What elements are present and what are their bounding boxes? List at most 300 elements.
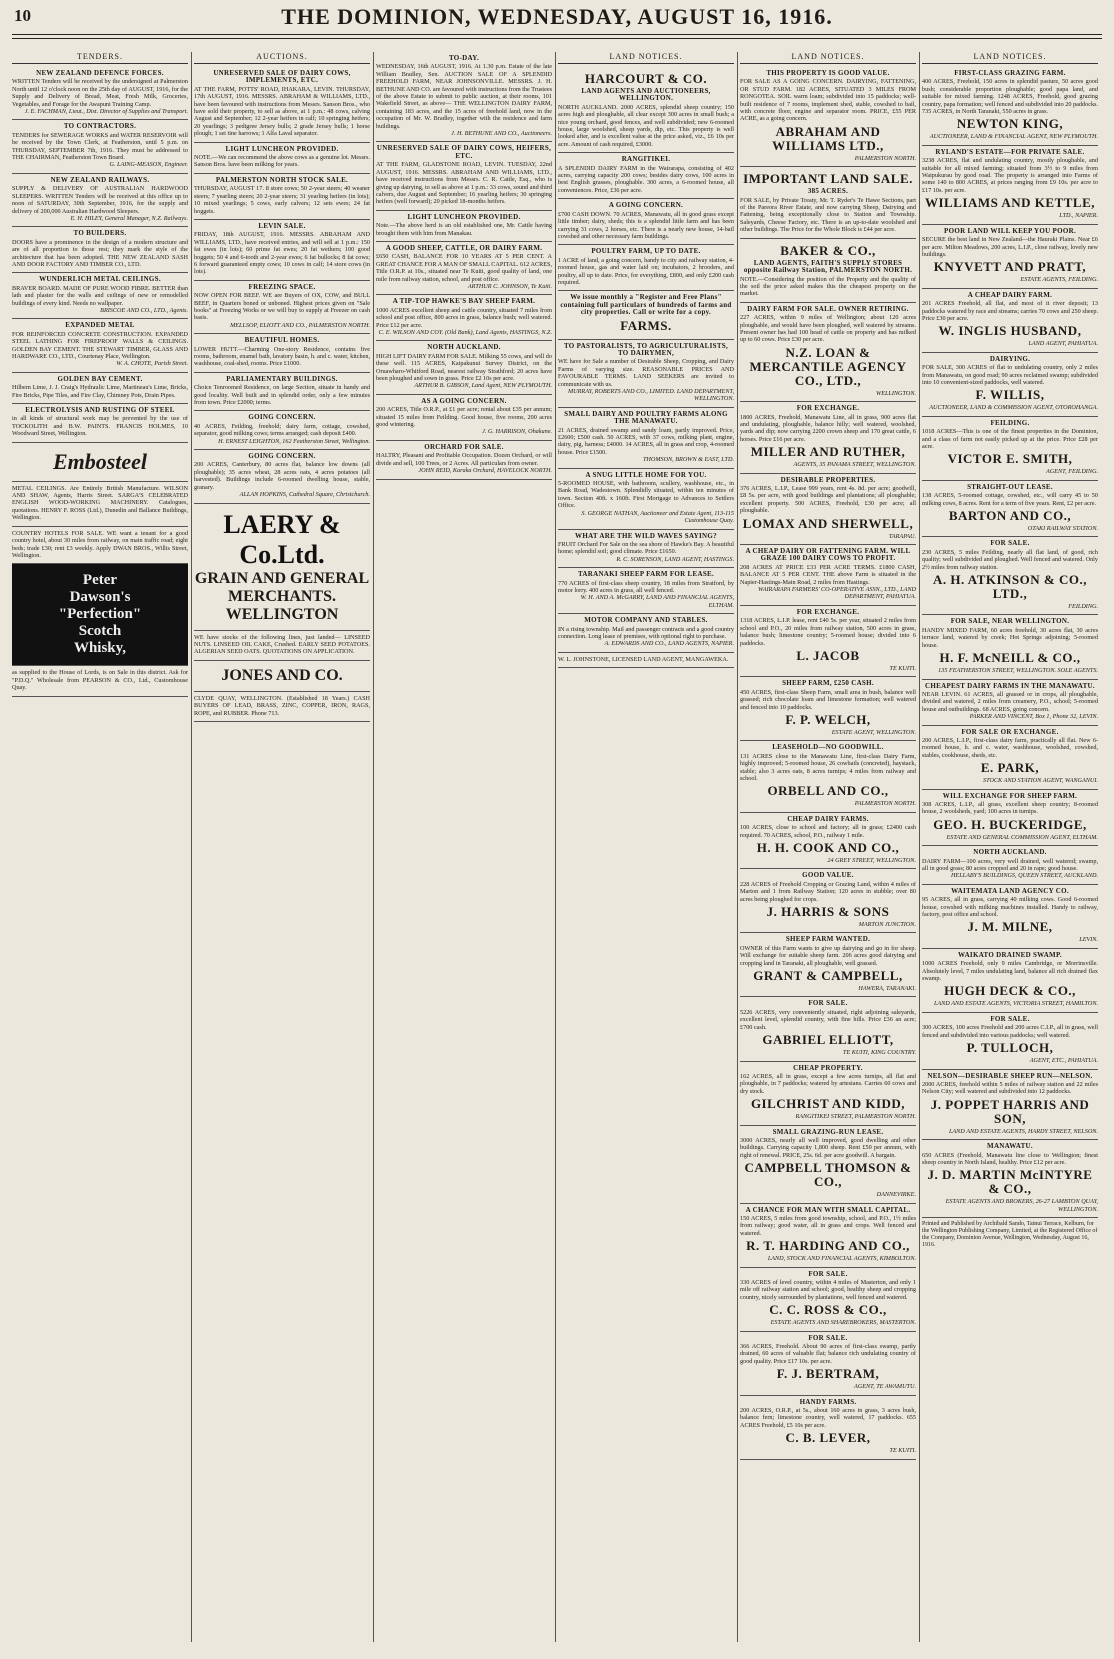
ad-body: AT THE FARM, GLADSTONE ROAD, LEVIN. TUESDAY, 22nd AUGUST, 1916. MESSRS. ABRAHAM AND WILLIAMS, LTD., have received instructions from Messrs. C. R. Cattle, Esq., who is giving up dairying, to sell as above at 1 p.m.: 33 cows, sound and third calvers, due August and September; 16 yearling heifers; 30 springing heifers (well forward); 20 picked 18-months heifers. (376, 161, 552, 206)
ad-signature: A. EDWARDS AND CO., LAND AGENTS, NAPIER. (604, 640, 734, 648)
ad-body: FOR SALE AS A GOING CONCERN. DAIRYING, FATTENING, OR STUD FARM. 182 ACRES, SITUATED 3 MILES FROM RONGOTEA. SOIL warm loam; subdivided into 15 paddocks; well-built residence of 7 rooms, implement shed, stable, cowshed to bail, with concrete floor, engine and separator room. PRICE, £55 PER ACRE, as a going concern. (740, 78, 916, 123)
advertisement (194, 334, 370, 373)
ad-heading: A CHEAP DAIRY FARM. (967, 290, 1053, 299)
ad-advertiser: F. WILLIS, (975, 387, 1045, 403)
ad-body: FRUIT Orchard For Sale on the sea shore of Hawke's Bay. A beautiful home; splendid soil; good climate. Price £1650. (558, 540, 734, 556)
ad-heading: FOR EXCHANGE. (796, 607, 860, 616)
ad-body: BRAVER BOARD. MADE OF PURE WOOD FIBRE. BETTER than lath and plaster for the walls and ceilings of new or remodelled buildings of every kind. Needs no wallpaper. (12, 284, 188, 307)
ad-body: IN a rising township. Mail and passenger contracts and a good country connection. Long lease of premises, with optional right to purchase. (558, 625, 734, 640)
column-divider (555, 52, 556, 1642)
ad-heading: A CHEAP DAIRY OR FATTENING FARM. WILL GRAZE 100 DAIRY COWS TO PROFIT. (745, 547, 911, 563)
ad-signature: DANNEVIRKE. (876, 1191, 916, 1199)
ad-body: 131 ACRES close to the Manawatu Line, first-class Dairy Farm, highly improved; 5-roomed house, 26 cowbails (concreted), haystack, stable; also 3 acres oats, 8 acres turnips; 4 miles from railway and school. (740, 752, 916, 782)
ad-heading: UNRESERVED SALE OF DAIRY COWS, HEIFERS, ETC. (376, 144, 552, 160)
ad-signature: J. H. BETHUNE AND CO., Auctioneers. (451, 130, 552, 138)
ad-advertiser: GABRIEL ELLIOTT, (762, 1032, 894, 1048)
ad-signature: HELLABY'S BUILDINGS, QUEEN STREET, AUCKLAND. (950, 872, 1098, 880)
ad-heading: LIGHT LUNCHEON PROVIDED. (225, 144, 339, 153)
ad-body: HALTRY, Pleasant and Profitable Occupation. Dozen Orchard, or will divide and sell, 100 Trees, or 2 Acres. All particulars from owner. (376, 452, 552, 467)
advertisement (558, 568, 734, 614)
ad-body: 330 ACRES of level country, within 4 miles of Masterton, and only 1 mile off railway station and school; good, healthy sheep and cropping country, nicely surrounded by plantations, well fenced and watered. (740, 1279, 916, 1301)
ad-body: 200 ACRES, O.R.P., at 5s., about 160 acres in grass, 3 acres bush, balance fern; limestone country, well watered, 17 paddocks. 655 ACRES Freehold, £5 10s per acre. (740, 1407, 916, 1429)
ad-advertiser: BARTON AND CO., (948, 508, 1072, 524)
ad-heading: A GOING CONCERN. (608, 201, 684, 210)
whisky-ad-line: "Perfection" (58, 606, 142, 623)
ad-body: 1 ACRE of land, a going concern, handy to city and railway station, 4-roomed house, gas and water laid on; incubators, 2 brooders, and poultry, all up to date. Price, for everything, £800, and only £200 cash required. (558, 256, 734, 286)
column-divider (373, 52, 374, 1642)
ad-signature: FEILDING. (1068, 603, 1098, 611)
ad-body: 3238 ACRES, flat and undulating country, mostly ploughable, and suitable for all mixed farming; situated from 3½ to 9 miles from Waipukurau by good road. The property is arranged into Farms of some 140 to 800 ACRES, at prices ranging from £9 10s. per acre to £17 10s. per acre. (922, 157, 1098, 194)
ad-signature: MARTON JUNCTION. (858, 921, 916, 929)
ad-heading: A SNUG LITTLE HOME FOR YOU. (585, 470, 707, 479)
ad-heading: MANAWATU. (987, 1142, 1033, 1151)
ad-signature: J. G. HARRISON, Ohakune. (482, 428, 552, 436)
ad-heading: NORTH AUCKLAND. (973, 848, 1047, 857)
ad-body: 150 ACRES, 5 miles from good township, school, and P.O., 1½ miles from railway; good water, all in grass and crops. Well fenced and watered. (740, 1214, 916, 1237)
jones-ad (194, 661, 370, 692)
ad-signature: ARTHUR B. GIBSON, Land Agent, NEW PLYMOUTH. (414, 382, 552, 390)
ad-advertiser: J. M. MILNE, (967, 919, 1053, 935)
ad-signature: AUCTIONEER, LAND & COMMISSION AGENT, OTOROHANGA. (929, 404, 1098, 412)
advertisement (740, 997, 916, 1061)
ad-body: FRIDAY, 18th AUGUST, 1916. MESSRS. ABRAHAM AND WILLIAMS, LTD., have received entries, and will sell at 1 p.m.: 150 fat ewes (in lots); 60 prime fat ewes; 20 fat wethers; 100 good hoggets; 50 4 and 6-tooth and 2-year ewes; 6 fat bullocks; 8 fat cows; 6 forward guaranteed empty cows; 10 cows in calf; 14 store cows (in lots). (194, 231, 370, 276)
ad-body: FOR REINFORCED CONCRETE CONSTRUCTION. EXPANDED STEEL LATHING FOR FIREPROOF WALLS & CEILINGS. GOLDEN BAY CEMENT. THE STEWART TIMBER, GLASS AND HARDWARE CO., LTD., Courtenay Place, Wellington. (12, 330, 188, 360)
ad-body: £650 CASH, BALANCE FOR 10 YEARS AT 5 PER CENT. A GREAT CHANCE FOR A MAN OF SMALL CAPITAL. 612 ACRES, Title O.R.P. at 10s., situated near Te Kuiti, good quality of land, one mile from railway station, school, and post office. (376, 253, 552, 283)
advertisement (922, 289, 1098, 353)
advertisement (922, 1070, 1098, 1141)
ad-heading: SHEEP FARM WANTED. (785, 935, 871, 944)
advertisement (194, 281, 370, 334)
ad-body: TENDERS for SEWERAGE WORKS and WATER RESERVOIR will be received by the Town Clerk, at Featherston, until 5 p.m. on THURSDAY, SEPTEMBER 7th, 1916. They must be addressed to THE CHAIRMAN, Featherston Town Board. (12, 131, 188, 162)
laery-subtitle: GRAIN AND GENERAL MERCHANTS. WELLINGTON (194, 569, 370, 623)
ad-signature: AGENT, TE AWAMUTU. (853, 1383, 916, 1391)
advertisement (922, 225, 1098, 289)
ad-advertiser: MILLER AND RUTHER, (750, 444, 906, 460)
ad-body: DOORS have a prominence in the design of a modern structure and are of all proportion to those rest; they mark the style of the architecture that has been adopted. THE NEW ZEALAND SASH AND DOOR FACTORY AND TIMBER CO., LTD. (12, 238, 188, 268)
embosteel-wordmark: Embosteel (52, 448, 148, 474)
advertisement (740, 677, 916, 741)
ad-heading: UNRESERVED SALE OF DAIRY COWS, IMPLEMENTS, ETC. (213, 69, 351, 85)
ad-display-heading: IMPORTANT LAND SALE. (743, 171, 913, 187)
advertisement (740, 741, 916, 812)
ad-heading: FEILDING. (990, 418, 1030, 427)
ad-body: NORTH AUCKLAND. 2000 ACRES, splendid sheep country; 150 acres high and ploughable, all clear except 300 acres in small bush; a nice young orchard, good fences, and well subdivided; new 6-roomed house, large woolshed, sheep yards, dip, etc. This property is well looked after, and is excellent value at the price asked, viz., £6 10s per acre. Amount of cash required, £3000. (558, 103, 734, 148)
column-4 (558, 52, 734, 1642)
whisky-ad-details: as supplied to the House of Lords, is on Sale in this district. Ask for "P.D.Q." Wholesale from PEARSON & CO., Ltd., Customhouse Quay. (12, 666, 188, 696)
ad-heading: TO-DAY. (448, 54, 480, 62)
advertisement (558, 67, 734, 153)
ad-signature: MURRAY, ROBERTS AND CO., LIMITED. LAND DEPARTMENT, WELLINGTON. (568, 388, 734, 403)
whisky-ad-line: Whisky, (73, 640, 127, 657)
ad-advertiser: NEWTON KING, (956, 116, 1064, 132)
ad-signature: WELLINGTON. (876, 389, 916, 397)
advertisement (922, 726, 1098, 790)
advertisement (12, 404, 188, 443)
advertisement (194, 174, 370, 220)
ad-signature: ESTATE AND GENERAL COMMISSION AGENT, ELTHAM. (946, 833, 1098, 841)
ad-advertiser: F. J. BERTRAM, (776, 1366, 880, 1382)
advertisement (922, 353, 1098, 417)
advertisement (558, 408, 734, 469)
ad-body: HIGH LIFT DAIRY FARM FOR SALE. Milking 55 cows, and will do these well. 115 ACRES, Kaipakunui Survey District, on the Oruawharo-Whitford Road, nearest railway Strathford; 20 acres have been ploughed and sown in grass. Price £2 10s per acre. (376, 352, 552, 383)
ad-advertiser: C. B. LEVER, (785, 1430, 871, 1446)
advertisement (376, 341, 552, 394)
advertisement (740, 1062, 916, 1126)
advertisement (558, 340, 734, 408)
ad-body: AT THE FARM, POTTS' ROAD, IHAKARA, LEVIN. THURSDAY, 17th AUGUST, 1916. MESSRS. ABRAHAM & WILLIAMS, LTD., have been favoured with instructions from Messrs. Sanson Bros., who have sold their property, to sell as above, at 1 p.m.: 48 cows, calving August and September; 12 2-year heifers in calf; 10 springing heifers; 20 yearlings; 3 pedigree Jersey bulls; 2 grade Jersey bulls; 1 horse plough; 1 set tine harrows; 1 Alfa Laval separator. (194, 85, 370, 138)
advertisement (740, 239, 916, 303)
ad-signature: PARKER AND VINCENT, Box 1, Phone 32, LEVIN. (969, 713, 1098, 721)
column-2 (194, 52, 370, 1642)
ad-signature: LAND AND ESTATE AGENTS, VICTORIA STREET, HAMILTON. (933, 1000, 1098, 1008)
ad-body: Note.—The above herd is an old established one, Mr. Cattle having brought them with him from Manakau. (376, 222, 552, 237)
jones-ad-body: CLYDE QUAY, WELLINGTON. (Established 18 Years.) CASH BUYERS OF LEAD, BRASS, ZINC, COPPER, IRON, RAGS, ROPE, and RUBBER. Phone 713. (194, 692, 370, 722)
ad-signature: H. ERNEST LEIGHTON, 162 Featherston Street, Wellington. (218, 437, 370, 445)
ad-heading: A TIP-TOP HAWKE'S BAY SHEEP FARM. (392, 297, 536, 306)
ad-signature: 24 GREY STREET, WELLINGTON. (827, 857, 916, 864)
advertisement (922, 680, 1098, 726)
ad-heading: FOR SALE. (808, 1333, 848, 1342)
advertisement (558, 199, 734, 245)
advertisement (740, 1204, 916, 1268)
ad-heading: NELSON—DESIRABLE SHEEP RUN—NELSON. (927, 1071, 1093, 1080)
ad-advertiser: J. POPPET HARRIS AND SON, (930, 1096, 1090, 1126)
advertisement (922, 481, 1098, 538)
ad-advertiser: E. PARK, (980, 760, 1040, 776)
advertisement (376, 395, 552, 441)
column-divider (919, 52, 920, 1642)
ad-signature: AGENTS, 35 PANAMA STREET, WELLINGTON. (793, 461, 916, 469)
advertisement (740, 1332, 916, 1396)
ad-heading: GOING CONCERN. (248, 452, 316, 461)
advertisement (376, 142, 552, 210)
ad-signature: LAND, STOCK AND FINANCIAL AGENTS, KIMBOLTON. (767, 1255, 916, 1263)
ad-heading: LIGHT LUNCHEON PROVIDED. (407, 212, 521, 221)
ad-signature: THOMSON, BROWN & EAST, LTD. (642, 456, 734, 464)
column-heading: TENDERS. (12, 52, 188, 64)
ad-heading: FOR SALE, NEAR WELLINGTON. (950, 617, 1070, 626)
ad-body: SUPPLY & DELIVERY OF AUSTRALIAN HARDWOOD SLEEPERS. WRITTEN Tenders will be received at this office up to noon of SATURDAY, 30th September, 1916, for the supply and delivery of 200,000 Australian Hardwood Sleepers. (12, 185, 188, 215)
ad-body: 40 ACRES, Feilding, freehold; dairy farm, cottage, cowshed, separator, good milking cows; terms arranged; cash deposit £400. (194, 422, 370, 438)
whisky-ad-line: Scotch (78, 623, 122, 640)
advertisement (558, 614, 734, 653)
ad-signature: E. H. HILEY, General Manager, N.Z. Railways. (70, 214, 188, 222)
advertisement (740, 545, 916, 606)
ad-advertiser: GILCHRIST AND KIDD, (750, 1096, 906, 1112)
ad-body: 308 ACRES, L.I.P., all grass, excellent sheep country; 8-roomed house, 2 woolsheds, yard; 100 acres in turnips. (922, 800, 1098, 816)
ad-advertiser: GRANT & CAMPBELL, (753, 968, 903, 984)
advertisement (558, 291, 734, 339)
ad-advertiser: W. INGLIS HUSBAND, (938, 323, 1082, 339)
ad-body: 2000 ACRES, freehold within 5 miles of railway station and 22 miles Nelson City; well watered and subdivided into 12 paddocks. (922, 1080, 1098, 1096)
ad-body: 100 ACRES, close to school and factory; all in grass; £2400 cash required. 70 ACRES, school, P.O., railway 1 mile. (740, 824, 916, 839)
advertisement (922, 1013, 1098, 1070)
advertisement (922, 846, 1098, 885)
ad-heading: NORTH AUCKLAND. (427, 343, 501, 352)
embosteel-ad (12, 443, 188, 482)
ad-signature: MELLSOP, ELIOTT AND CO., PALMERSTON NORTH. (230, 321, 370, 329)
ad-signature: TARAPAU. (888, 532, 916, 540)
ad-body: 230 ACRES, 5 miles Feilding, nearly all flat land, of good, rich quality; well subdivided and ploughed. Well fenced and watered. Only 2½ miles from railway station. (922, 548, 1098, 571)
ad-heading: HANDY FARMS. (799, 1397, 857, 1406)
advertisement (740, 1268, 916, 1332)
ad-body: NOTE.—Considering the position of the Property and the quality of the soil the price asked makes this the cheapest property on the market. (740, 275, 916, 298)
column-heading: AUCTIONS. (194, 52, 370, 64)
ad-heading: BEAUTIFUL HOMES. (244, 336, 320, 345)
ad-body: 3000 ACRES, nearly all well improved, good dwelling and other buildings. Carrying capacity 1,800 sheep. Rent £50 per annum, with right of renewal. PRICE, 25s. 6d. per acre goodwill. A bargain. (740, 1136, 916, 1159)
advertisement (558, 530, 734, 569)
advertisement (12, 120, 188, 173)
advertisement (740, 67, 916, 167)
ad-body: 650 ACRES (Freehold, Manawatu line close to Wellington; finest sheep country in North Island, healthy. Price £12 per acre. (922, 1151, 1098, 1166)
ad-heading: ORCHARD FOR SALE. (424, 442, 504, 451)
ad-body: A SPLENDID DAIRY FARM in the Wairarapa, consisting of 402 acres, carrying capacity 200 cows; besides dairy cows, 100 acres in best English grasses, ploughable. 300 acres, a 6-roomed house, all conveniences. Price, £36 per acre. (558, 164, 734, 194)
advertisement (740, 167, 916, 238)
ad-signature: AUCTIONEER, LAND & FINANCIAL AGENT, NEW PLYMOUTH. (929, 133, 1098, 141)
advertisement (12, 319, 188, 372)
column-1 (12, 52, 188, 1642)
ad-advertiser: C. C. ROSS & CO., (769, 1302, 887, 1318)
ad-signature: PALMERSTON NORTH. (854, 800, 916, 808)
ad-heading: RYLAND'S ESTATE—FOR PRIVATE SALE. (935, 147, 1085, 156)
ad-signature: ESTATE AGENTS, FEILDING. (1020, 276, 1098, 284)
advertisement (740, 474, 916, 545)
ad-body: 227 ACRES, within 9 miles of Wellington; about 120 acres ploughable, and would have been ploughed, well watered by streams. Present owner has had 100 head of cattle on property and has milked up to 60 cows. Price £30 per acre. (740, 314, 916, 344)
advertisement (12, 174, 188, 227)
ad-body: 5226 ACRES, very conveniently situated, right adjoining saleyards, excellent level, splendid country, with fine hills. Price £36 an acre; £700 cash. (740, 1008, 916, 1031)
column-divider (737, 52, 738, 1642)
ad-heading: WILL EXCHANGE FOR SHEEP FARM. (942, 791, 1078, 800)
advertisement (194, 67, 370, 143)
ad-heading: WUNDERLICH METAL CEILINGS. (39, 275, 161, 284)
advertisement (922, 790, 1098, 847)
ad-heading: DAIRY FARM FOR SALE. OWNER RETIRING. (747, 304, 909, 313)
metal-ceilings-ad: METAL CEILINGS. Are Entirely British Manufacture. WILSON AND SHAW, Agents, Harris Street. SARGA'S CELEBRATED ENGLISH WOOD-WORKING MACHINERY. Catalogues, quotations. HENRY F. ROSS (Ltd.), Dunedin and Ballance Buildings, Wellington. (12, 482, 188, 527)
ad-body: 450 ACRES, first-class Sheep Farm, small area in bush, balance well grassed; rich chocolate loam and limestone formation; well watered and fenced into 10 paddocks. (740, 688, 916, 711)
ad-advertiser: H. H. COOK AND CO., (756, 840, 900, 855)
ad-heading: LAND AGENTS AND AUCTIONEERS, WELLINGTON. (581, 87, 711, 103)
ad-advertiser: KNYVETT AND PRATT, (933, 259, 1087, 275)
ad-heading: NEW ZEALAND DEFENCE FORCES. (36, 69, 164, 77)
ad-signature: G. LAING-MEASON, Engineer. (109, 161, 188, 169)
ad-advertiser: J. HARRIS & SONS (766, 904, 890, 920)
ad-body: NEAR LEVIN. 61 ACRES, all grassed or in crops, all ploughable, divided and watered, 2 miles from creamery, P.O., school; 5-roomed house and outbuildings. 68 ACRES, going concern. (922, 690, 1098, 713)
ad-body: 366 ACRES, Freehold. About 90 acres of first-class swamp, partly drained, 60 acres of valuable flat; balance rich undulating country of good quality. Price £17 10s. per acre. (740, 1343, 916, 1365)
ad-heading: FOR EXCHANGE. (796, 404, 860, 413)
advertisement (558, 469, 734, 530)
ad-signature: ALLAN HOPKINS, Cathedral Square, Christchurch. (239, 491, 370, 499)
ad-body: 1018 ACRES—This is one of the finest properties in the Dominion, and a class of farm not easily picked up at the price. Price £28 per acre. (922, 428, 1098, 450)
ad-body: Choice Tenroomed Residence, on large Section, situate in handy and good locality. Well built and in splendid order, only a few minutes from town. Price £2000; terms. (194, 384, 370, 407)
ad-body: 1318 ACRES, L.I.P. lease, rent £40 5s. per year, situated 2 miles from school and P.O., 20 miles from railway station, 500 acres in grass, balance bush; limestone country; 5-roomed house; divided into 6 paddocks. (740, 617, 916, 647)
ad-signature: C. E. WILSON AND COY. (Old Bank), Land Agents, HASTINGS, N.Z. (378, 329, 552, 336)
ad-body: FOR SALE, 300 ACRES of flat to undulating country, only 2 miles from Manawatu, on good road; 90 acres reclaimed swamp; subdivided into 10 convenient-sized paddocks, well watered. (922, 364, 1098, 386)
advertisement (558, 245, 734, 291)
page-number: 10 (14, 6, 31, 25)
advertisement (12, 67, 188, 120)
ad-heading: WAITEMATA LAND AGENCY CO. (951, 886, 1069, 895)
ad-heading: GOLDEN BAY CEMENT. (57, 374, 143, 383)
page-columns (12, 52, 1102, 1652)
ad-body: WRITTEN Tenders will be received by the undersigned at Palmerston North until 12 o'clock noon on the 25th day of AUGUST, 1916, for the Supply and Delivery of Bread, Meat, Fresh Milk, Groceries, Vegetables, and Forage for the Awapuni Training Camp. (12, 78, 188, 108)
country-hotels-ad: COUNTRY HOTELS FOR SALE. WE want a tenant for a good country hotel, about 30 miles from railway, on main traffic road; eight beds; trade £30; rent £3 weekly. Apply DWAN BROS., Willis Street, Wellington. (12, 527, 188, 565)
ad-signature: ESTATE AGENTS AND SHAREBROKERS, MASTERTON. (770, 1319, 916, 1327)
ad-heading: WAIKATO DRAINED SWAMP. (958, 950, 1062, 959)
ad-heading: STRAIGHT-OUT LEASE. (967, 482, 1053, 491)
advertisement (194, 220, 370, 281)
ad-heading: MOTOR COMPANY AND STABLES. (584, 616, 708, 625)
ad-body: 200 ACRES, L.I.P., first-class dairy farm, practically all flat. New 6-roomed house, h. and c. water, washhouse, woolshed, cowshed, stables, cookhouse, sheds, etc. (922, 736, 1098, 759)
ad-advertiser: GEO. H. BUCKERIDGE, (933, 816, 1087, 832)
ad-body: 1800 ACRES, Freehold, Manawatu Line, all in grass, 900 acres flat and undulating, ploughable, balance hilly; well watered, woolshed, yards and dip; now carrying 2200 crown sheep and 170 great cattle, 6 horses. Price £16 per acre. (740, 413, 916, 443)
column-3 (376, 52, 552, 1642)
ad-advertiser: P. TULLOCH, (966, 1040, 1054, 1056)
ad-signature: W. H. AND A. McGARRY, LAND AND FINANCIAL AGENTS, ELTHAM. (580, 594, 734, 609)
ad-heading: A CHANCE FOR MAN WITH SMALL CAPITAL. (745, 1205, 911, 1214)
advertisement (740, 402, 916, 473)
ad-heading: LEVIN SALE. (258, 221, 306, 230)
ad-heading: CHEAP PROPERTY. (793, 1063, 863, 1072)
newspaper-title: THE DOMINION, WEDNESDAY, AUGUST 16, 1916. (281, 4, 833, 29)
ad-body: 200 ACRES, Title O.R.P., at £1 per acre; rental about £35 per annum; situated 15 miles from Feilding. Good house, five rooms, 200 acres good wintering. (376, 406, 552, 429)
ad-body: 228 ACRES of Freehold Cropping or Grazing Land, within 4 miles of Marton and 1 from Railway Station; 120 acres in stubble; over 80 acres being ploughed for crops. (740, 880, 916, 903)
masthead-rule (12, 34, 1102, 35)
column-6 (922, 52, 1098, 1642)
ad-heading: LAND AGENTS, FAITH'S SUPPLY STORES opposite Railway Station, PALMERSTON NORTH. (743, 258, 913, 275)
ad-heading: FIRST-CLASS GRAZING FARM. (954, 69, 1066, 77)
ad-signature: TE KUITI, KING COUNTRY. (842, 1049, 916, 1057)
ad-body: 162 ACRES, all in grass, except a few acres turnips, all flat and ploughable, in 7 paddocks; watered by artesians. Carries 60 cows and dry stock. (740, 1072, 916, 1095)
ad-body: 201 ACRES Freehold, all flat, and most of it river deposit; 13 paddocks watered by race and streams; carries 70 cows and 250 sheep. Price £30 per acre. (922, 300, 1098, 322)
ad-heading: SMALL DAIRY AND POULTRY FARMS ALONG THE MANAWATU. (564, 409, 728, 426)
ad-body: THURSDAY, AUGUST 17. 8 store cows; 50 2-year steers; 40 weaner steers; 7 yearling steers; 20 2-year steers; 31 yearling heifers (in lots); 10 mixed yearlings; 5 cows, early calvers; 12 sets ewes; 24 fat hoggets. (194, 185, 370, 215)
ad-signature: JOHN REID, Karaka Orchard, HAVELOCK NORTH. (418, 467, 552, 475)
ad-signature: OTAKI RAILWAY STATION. (1027, 525, 1098, 533)
ad-body: NOTE.—We can recommend the above cows as a genuine lot. Messrs. Sanson Bros. have been milking for years. (194, 154, 370, 169)
masthead-rule-thin (12, 38, 1102, 39)
ad-body: FOR SALE, by Private Treaty, Mr. T. Ryder's Te Hawe Sections, part of the Pareora River Estate, and now carrying Sheep, Dairying and Fattening, being exceptionally close to Station and Township. Saleyards, Cheese Factory, etc. There is an up-to-date woolshed and other buildings. The Price for the Whole Block is £44 per acre. (740, 196, 916, 234)
advertisement (376, 242, 552, 295)
ad-intro: We issue monthly a "Register and Free Plans" containing full particulars of hundreds of farms and city properties. Call or write for a copy. (560, 293, 732, 317)
column-heading: LAND NOTICES. (558, 52, 734, 64)
ad-heading: FOR SALE. (990, 539, 1030, 548)
laery-wordmark: LAERY & Co.Ltd. (223, 509, 341, 569)
advertisement (12, 373, 188, 404)
ad-heading: THIS PROPERTY IS GOOD VALUE. (766, 69, 890, 77)
ad-heading: PALMERSTON NORTH STOCK SALE. (215, 175, 349, 184)
advertisement (922, 1140, 1098, 1218)
ad-body: 138 ACRES, 5-roomed cottage, cowshed, etc., will carry 45 to 50 milking cows, 8 acres. Rent for a term of five years. Rent, £2 per acre. (922, 492, 1098, 507)
ad-body: Hilbern Lime, J. J. Craig's Hydraulic Lime, Martineau's Lime, Bricks, Fire Bricks, Pipe Tiles, and Fire Clay, Chimney Pots, Drain Pipes. (12, 384, 188, 399)
ad-signature: 135 FEATHERSTON STREET, WELLINGTON. SOLE AGENTS. (938, 667, 1098, 675)
ad-heading: FOR SALE. (990, 1014, 1030, 1023)
ad-body: SECURE the best land in New Zealand—the Hauraki Plains. Near £6 per acre. Milton Meadows, 200 acres, L.I.P., close railway, lovely new buildings. (922, 236, 1098, 258)
ad-signature: WAIRARAPA FARMERS' CO-OPERATIVE ASSN., LTD., LAND DEPARTMENT, PAHIATUA. (757, 586, 916, 601)
advertisement (376, 295, 552, 341)
ad-heading: TO PASTORALISTS, TO AGRICULTURALISTS, TO DAIRYMEN, (563, 341, 729, 357)
ad-advertiser: HUGH DECK & CO., (944, 983, 1076, 999)
ad-signature: LAND AGENT, PAHIATUA. (1028, 340, 1098, 348)
ad-signature: TE KUITI. (889, 1447, 916, 1455)
ad-heading: AS A GOING CONCERN. (421, 396, 507, 405)
ad-heading: POOR LAND WILL KEEP YOU POOR. (944, 226, 1076, 235)
advertisement (740, 813, 916, 870)
advertisement (376, 211, 552, 242)
ad-body: 21 ACRES, drained swamp and sandy loam, partly improved. Price, £2600; £500 cash. 50 ACRES, with 37 cows, milking plant, engine, dairy, pig, harness; £4000. 14 ACRES, all in grass and crop, 4-roomed house. Price £1500. (558, 426, 734, 456)
advertisement (922, 537, 1098, 615)
ad-heading: FREEZING SPACE. (248, 282, 316, 291)
ad-signature: AGENT, FEILDING. (1046, 468, 1098, 476)
ad-advertiser: CAMPBELL THOMSON & CO., (744, 1160, 912, 1190)
ad-advertiser: WILLIAMS AND KETTLE, (924, 195, 1095, 211)
advertisement (194, 373, 370, 412)
whisky-ad-line: Peter (82, 572, 118, 589)
ad-advertiser: ORBELL AND CO., (767, 783, 889, 799)
ad-signature: STOCK AND STATION AGENT, WANGANUI. (983, 777, 1098, 785)
advertisement (12, 227, 188, 273)
ad-heading: 385 ACRES. (807, 187, 849, 196)
ad-heading: CHEAP DAIRY FARMS. (787, 814, 869, 823)
ad-heading: NEW ZEALAND RAILWAYS. (50, 175, 150, 184)
ad-signature: LEVIN. (1079, 936, 1098, 944)
ad-heading: TO CONTRACTORS. (63, 122, 137, 131)
whisky-ad-line: Dawson's (69, 589, 131, 606)
johnstone-ad: W. L. JOHNSTONE, LICENSED LAND AGENT, MANGAWEKA. (558, 653, 734, 668)
ad-signature: RANGITIKEI STREET, PALMERSTON NORTH. (795, 1113, 916, 1121)
ad-advertiser: L. JACOB (796, 647, 860, 663)
ad-heading: GOOD VALUE. (802, 871, 854, 880)
advertisement (740, 303, 916, 402)
ad-heading: DESIRABLE PROPERTIES. (780, 475, 876, 484)
ad-body: 300 ACRES, 100 acres Freehold and 200 acres C.I.P., all in grass, well fenced and subdivided into various paddocks; well watered. (922, 1024, 1098, 1039)
advertisement (194, 143, 370, 174)
ad-heading: TARANAKI SHEEP FARM FOR LEASE. (577, 570, 715, 579)
ad-signature: TE KUITI. (889, 664, 916, 672)
ad-signature: HAWERA, TARANAKI. (858, 985, 916, 993)
ad-heading: TO BUILDERS. (73, 229, 127, 238)
ad-signature: J. E. FACHMAN, Lieut., Dist. Director of Supplies and Transport. (24, 108, 188, 116)
ad-body: 1000 ACRES Freehold, only 9 miles Cambridge, or Morrinsville. Absolutely level, 7 miles undulating land, balance all rich drained flax swamp. (922, 960, 1098, 983)
ad-heading: POULTRY FARM, UP TO DATE. (591, 247, 701, 256)
ad-body: in all kinds of structural work may be prevented by the use of TOCKOLITH and B.W. PAINTS. FRANCIS HOLMES, 10 Woodward Street, Wellington. (12, 415, 188, 438)
ad-advertiser: VICTOR E. SMITH, (947, 451, 1073, 467)
ad-heading: SMALL GRAZING-RUN LEASE. (772, 1127, 884, 1136)
ad-heading: GOING CONCERN. (248, 413, 316, 422)
ad-signature: ESTATE AGENTS AND BROKERS, 26-27 LAMBTON QUAY, WELLINGTON. (945, 1198, 1098, 1213)
ad-body: £700 CASH DOWN. 70 ACRES, Manawatu, all in good grass except little timber; dairy, sheds; this is a splendid little farm and has been carrying 31 cows, 2 horses, etc. There is a nearly new house, 14-bail cowshed and other necessary farm buildings. (558, 210, 734, 240)
ad-heading: A GOOD SHEEP, CATTLE, OR DAIRY FARM. (385, 243, 543, 252)
ad-signature: ARTHUR C. JOHNSON, Te Kuiti. (467, 282, 552, 290)
ad-body: 200 ACRES, Canterbury, 80 acres flat, balance low downs (all ploughable); 35 acres wheat, 28 acres oats, 4 acres potatoes (all harvested). Buildings include 6-roomed dwelling house, stable, granary. (194, 461, 370, 491)
imprint-footer: Printed and Published by Archibald Sando, Tainui Terrace, Kelburn, for the Wellington Publishing Company, Limited, at the Registered Office of the Company, Dominion Avenue, Wellington, Wednesday, August 16, 1916. (922, 1221, 1098, 1249)
ad-body: 770 ACRES of first-class sheep country, 18 miles from Stratford, by motor lorry. 400 acres in grass, all well fenced. (558, 579, 734, 594)
ad-heading: SHEEP FARM, £250 CASH. (782, 679, 874, 688)
advertisement (740, 1396, 916, 1460)
ad-body: 95 ACRES, all in grass, carrying 40 milking cows. Good 6-roomed house, cowshed with milking machines installed. Handy to railway, factory, post office and school. (922, 896, 1098, 919)
advertisement (922, 615, 1098, 679)
ad-body: HANDY MIXED FARM, 60 acres freehold, 30 acres flat, 30 acres terrace land, watered by creek; Hot Springs adjoining; 5-roomed house. (922, 626, 1098, 649)
ad-display-heading: BAKER & CO., (780, 242, 876, 258)
ad-advertiser: R. T. HARDING AND CO., (746, 1238, 910, 1254)
column-heading: LAND NOTICES. (740, 52, 916, 64)
masthead (0, 0, 1114, 46)
ad-body: DAIRY FARM—100 acres, very well drained, well watered; swamp, all in good grass; 80 acres cropped and 20 in rape; good house. (922, 857, 1098, 872)
ad-heading: ELECTROLYSIS AND RUSTING OF STEEL (25, 406, 175, 415)
ad-heading: DAIRYING. (989, 354, 1031, 363)
ad-heading: WHAT ARE THE WILD WAVES SAYING? (575, 531, 717, 540)
advertisement (922, 949, 1098, 1013)
ad-display-heading: FARMS. (620, 317, 672, 333)
